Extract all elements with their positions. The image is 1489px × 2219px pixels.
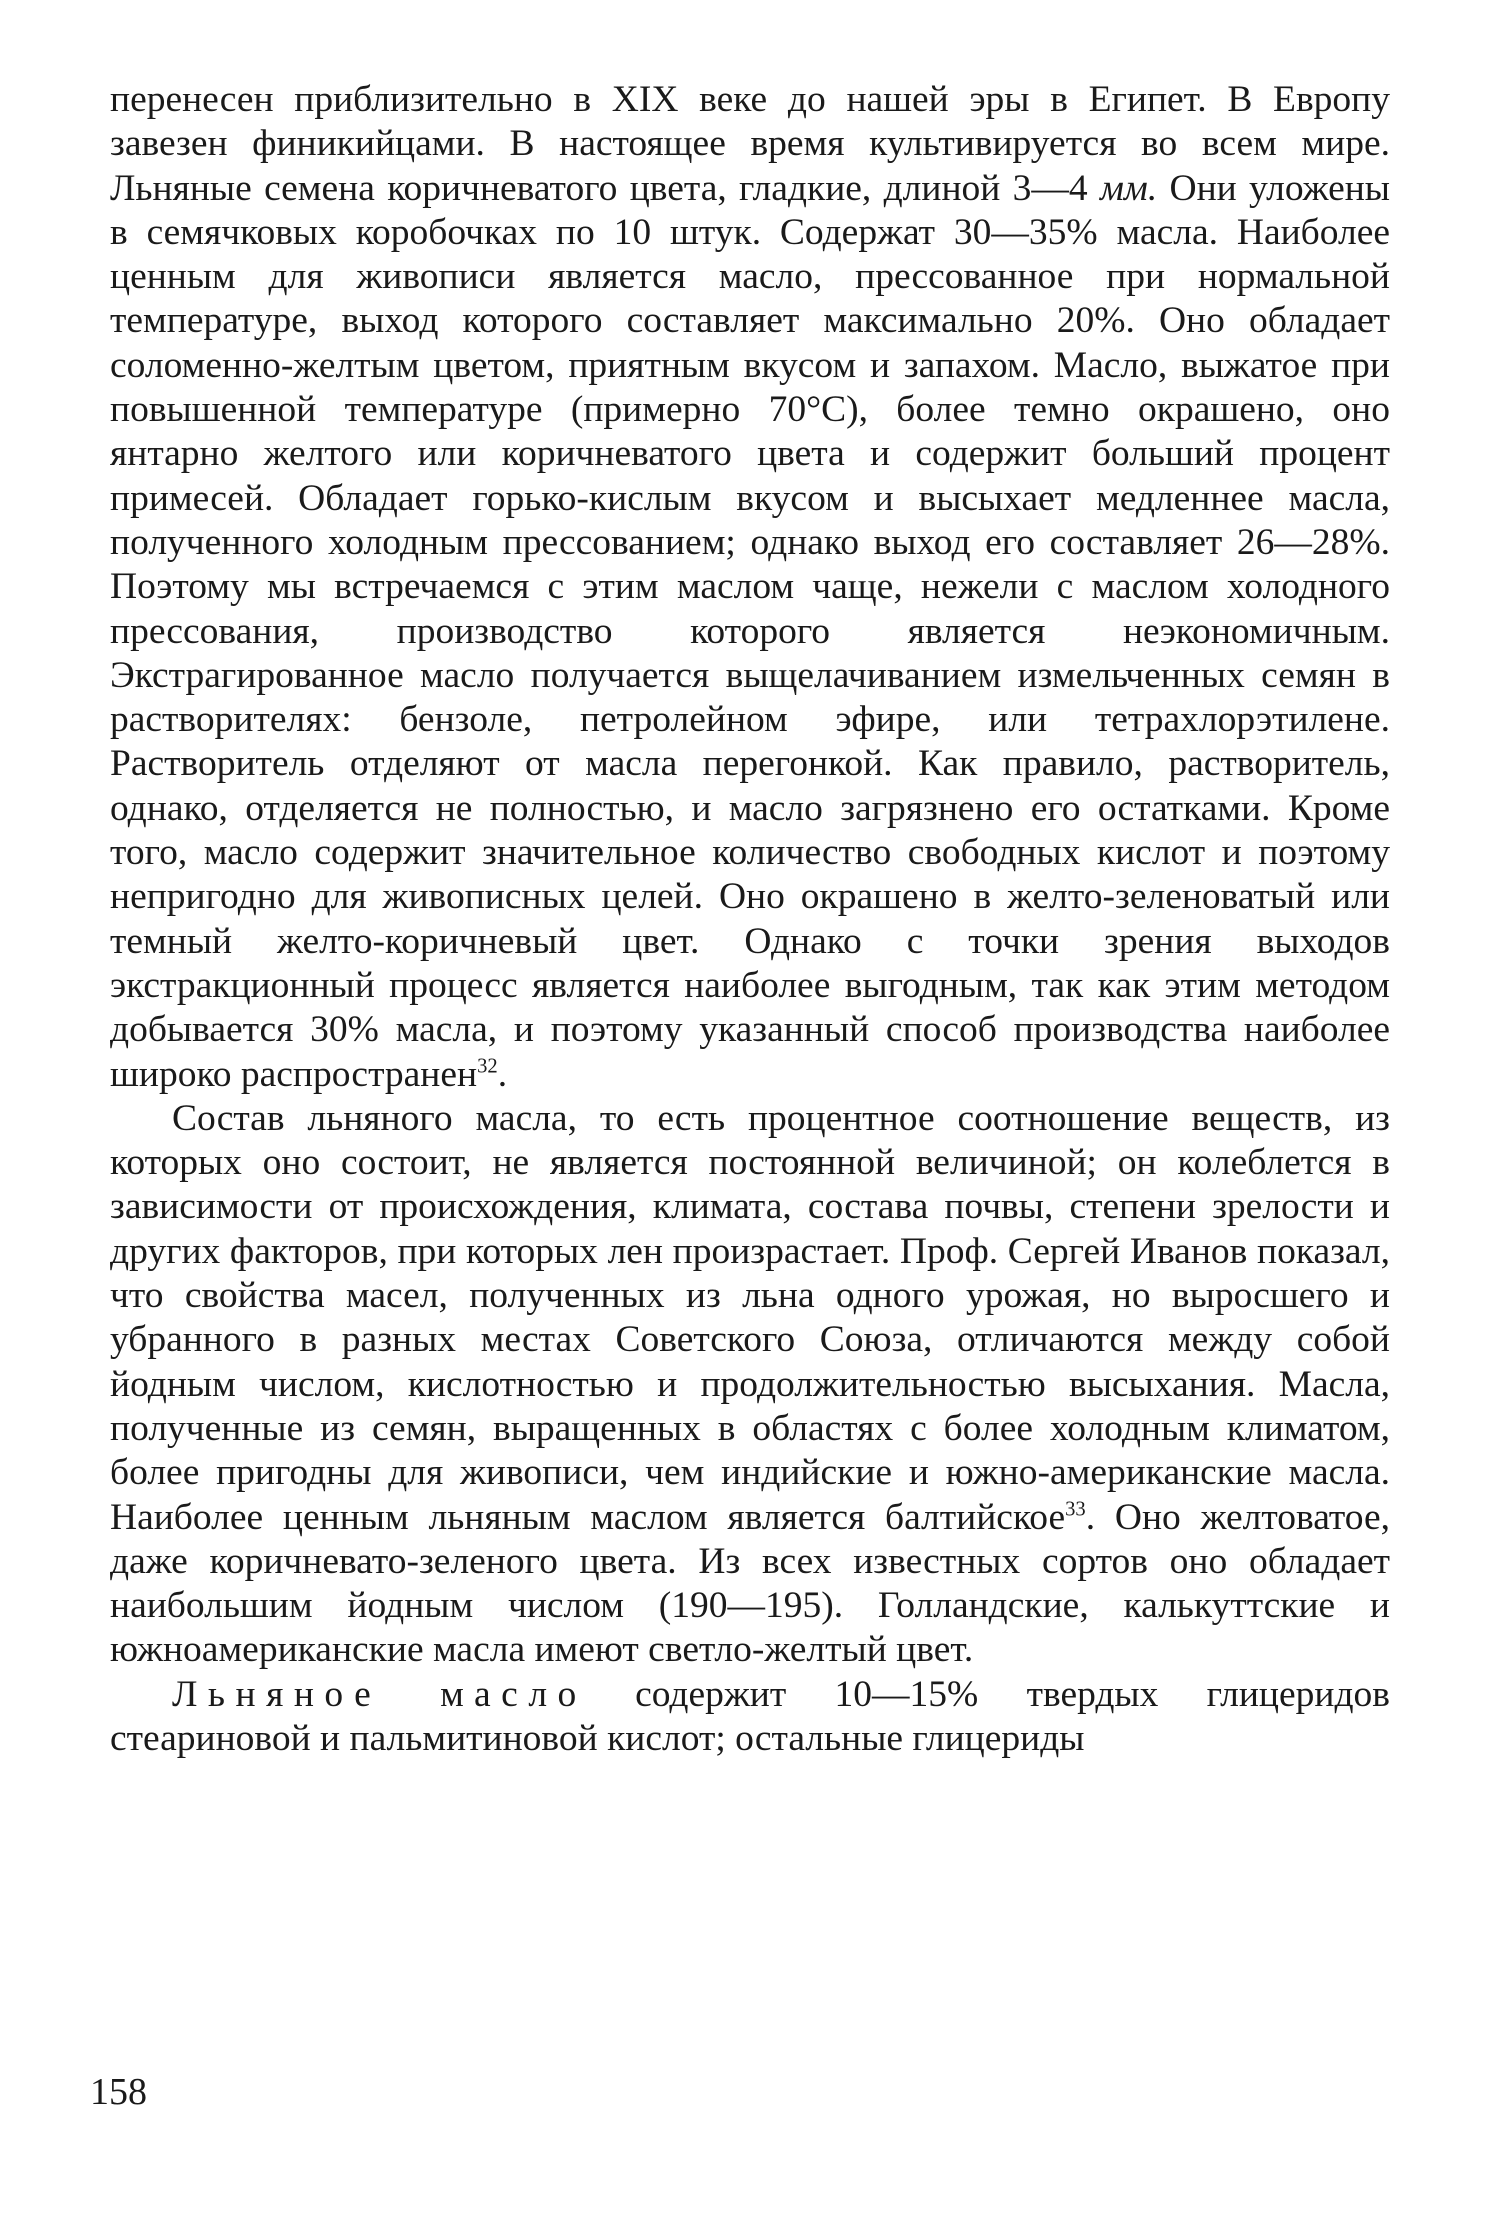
page-number: 158 (90, 2071, 147, 2113)
paragraph-3-emphasis: Льняное масло (172, 1673, 587, 1715)
footnote-ref-32: 32 (477, 1055, 498, 1078)
paragraph-2-text-b: . Оно желтоватое, даже коричневато-зеленого цвета. Из всех известных сортов оно обладает наибольшим йодным числом (190—195). Голландские, калькуттские и южноамериканские масла имеют светло-желтый цвет. (110, 1496, 1391, 1671)
paragraph-1-text-a: перенесен приблизительно в XIX веке до нашей эры в Египет. В Европу завезен финикийцами. В настоящее время культивируется во всем мире. Льняные семена коричневатого цвета, гладкие, длиной 3—4 (110, 79, 1390, 209)
paragraph-2-text-a: Состав льняного масла, то есть процентное соотношение веществ, из которых оно состоит, не является постоянной величиной; он колеблется в зависимости от происхождения, климата, состава почвы, степени зрелости и других факторов, при которых лен произрастает. Проф. Сергей Иванов показал, что свойства масел, полученных из льна одного урожая, но выросшего и убранного в разных местах Советского Союза, отличаются между собой йодным числом, кислотностью и продолжительностью высыхания. Масла, полученные из семян, выращенных в областях с более холодным климатом, более пригодны для живописи, чем индийские и южно-американские масла. Наиболее ценным льняным маслом является балтийское (110, 1097, 1390, 1538)
paragraph-1-unit: мм. (1099, 167, 1158, 209)
page-body (110, 78, 1390, 1761)
footnote-ref-33: 33 (1065, 1498, 1086, 1520)
paragraph-1-text-b: Они уложены в семячковых коробочках по 10 штук. Содержат 30—35% масла. Наиболее ценным для живописи является масло, прессованное при нормальной температуре, выход которого составляет максимально 20%. Оно обладает соломенно-желтым цветом, приятным вкусом и запахом. Масло, выжатое при повышенной температуре (примерно 70°С), более темно окрашено, оно янтарно желтого или коричневатого цвета и содержит больший процент примесей. Обладает горько-кислым вкусом и высыхает медленнее масла, полученного холодным прессованием; однако выход его составляет 26—28%. Поэтому мы встречаемся с этим маслом чаще, нежели с маслом холодного прессования, производство которого является неэкономичным. Экстрагированное масло получается выщелачиванием измельченных семян в растворителях: бензоле, петролейном эфире, или тетрахлорэтилене. Растворитель отделяют от масла перегонкой. Как правило, растворитель, однако, отделяется не полностью, и масло загрязнено его остатками. Кроме того, масло содержит значительное количество свободных кислот и поэтому непригодно для живописных целей. Оно окрашено в желто-зеленоватый или темный желто-коричневый цвет. Однако с точки зрения выходов экстракционный процесс является наиболее выгодным, так как этим методом добывается 30% масла, и поэтому указанный способ производства наиболее широко распространен (110, 167, 1390, 1095)
paragraph-1 (110, 78, 1390, 1097)
paragraph-2 (110, 1097, 1390, 1673)
paragraph-1-text-c: . (497, 1053, 508, 1095)
paragraph-3-text-a: содержит 10—15% твердых глицеридов стеариновой и пальмитиновой кислот; остальные глицериды (110, 1673, 1390, 1759)
paragraph-3 (110, 1673, 1390, 1762)
